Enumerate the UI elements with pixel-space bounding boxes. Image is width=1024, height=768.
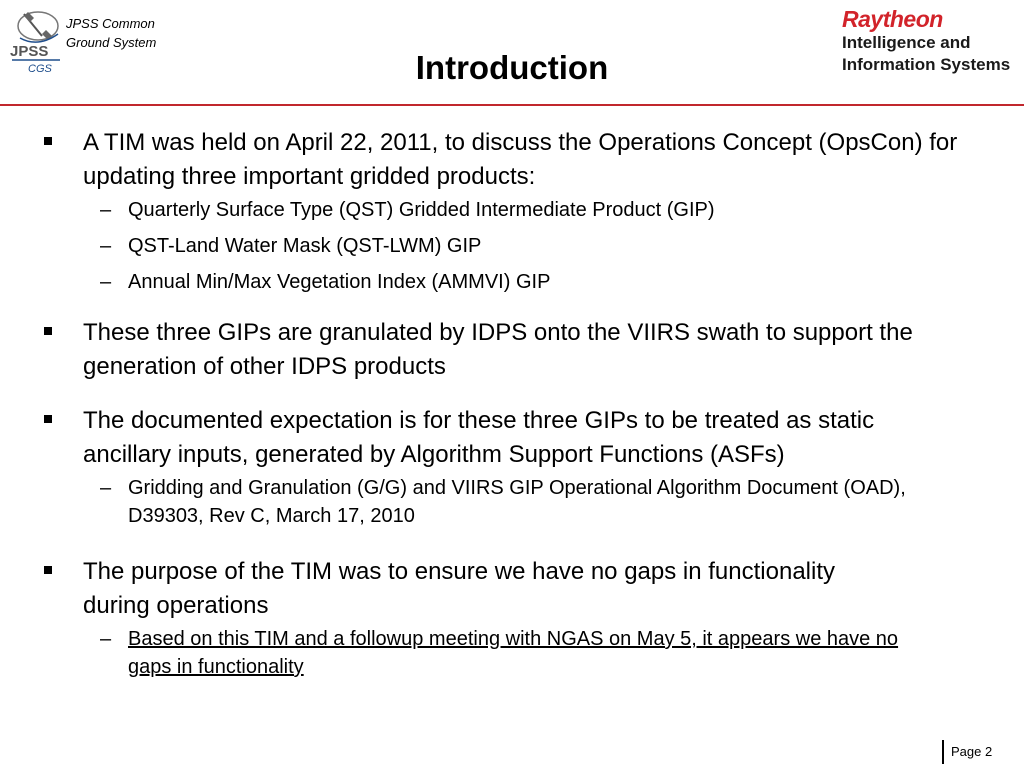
dash-bullet-icon: –	[100, 199, 112, 221]
dash-bullet-icon: –	[100, 628, 112, 650]
dash-bullet-icon: –	[100, 235, 112, 257]
sub-bullet-text: Based on this TIM and a followup meeting with NGAS on May 5, it appears we have no gaps in functionality	[128, 628, 899, 678]
page-number: Page 2	[951, 744, 993, 759]
bullet-text: The documented expectation is for these three GIPs to be treated as static ancillary inputs, generated by Algorithm Support Functions (ASFs)	[83, 407, 875, 468]
bullet-list	[0, 126, 1024, 706]
square-bullet-icon	[44, 137, 52, 145]
org-line-1: JPSS Common	[66, 16, 155, 31]
slide-title: Introduction	[415, 49, 609, 86]
sub-bullet-item	[0, 625, 1024, 690]
sub-bullet-item	[0, 232, 1024, 266]
org-line-2: Ground System	[66, 35, 157, 50]
dash-bullet-icon: –	[100, 477, 112, 499]
header-divider	[0, 104, 1024, 106]
brand-division-line-2: Information Systems	[842, 55, 1011, 74]
sub-bullet-item	[0, 196, 1024, 230]
brand-name: Raytheon	[842, 6, 943, 32]
bullet-text: The purpose of the TIM was to ensure we have no gaps in functionality during operations	[83, 558, 835, 619]
bullet-item	[0, 316, 1024, 384]
sub-bullet-text: QST-Land Water Mask (QST-LWM) GIP	[128, 235, 482, 257]
sub-bullet-text: Quarterly Surface Type (QST) Gridded Intermediate Product (GIP)	[128, 199, 715, 221]
bullet-item	[0, 126, 1024, 300]
brand-division-line-1: Intelligence and	[842, 33, 971, 52]
square-bullet-icon	[44, 566, 52, 574]
logo-jpss-text: JPSS	[10, 43, 49, 60]
satellite-icon	[18, 12, 58, 42]
bullet-item	[0, 555, 1024, 690]
sub-bullet-item	[0, 474, 1024, 539]
bullet-text: A TIM was held on April 22, 2011, to discuss the Operations Concept (OpsCon) for updating three important gridded products:	[83, 129, 958, 190]
sub-bullet-item	[0, 268, 1024, 300]
raytheon-logo	[842, 6, 1010, 76]
bullet-item	[0, 404, 1024, 539]
bullet-text: These three GIPs are granulated by IDPS onto the VIIRS swath to support the generation of other IDPS products	[83, 319, 913, 380]
dash-bullet-icon: –	[100, 271, 112, 293]
footer-divider	[942, 740, 944, 764]
square-bullet-icon	[44, 415, 52, 423]
sub-bullet-text: Annual Min/Max Vegetation Index (AMMVI) GIP	[128, 271, 551, 293]
sub-bullet-text: Gridding and Granulation (G/G) and VIIRS GIP Operational Algorithm Document (OAD), D39303, Rev C, March 17, 2010	[128, 477, 906, 527]
logo-cgs-text: CGS	[28, 63, 52, 75]
square-bullet-icon	[44, 327, 52, 335]
org-caption	[66, 14, 156, 52]
